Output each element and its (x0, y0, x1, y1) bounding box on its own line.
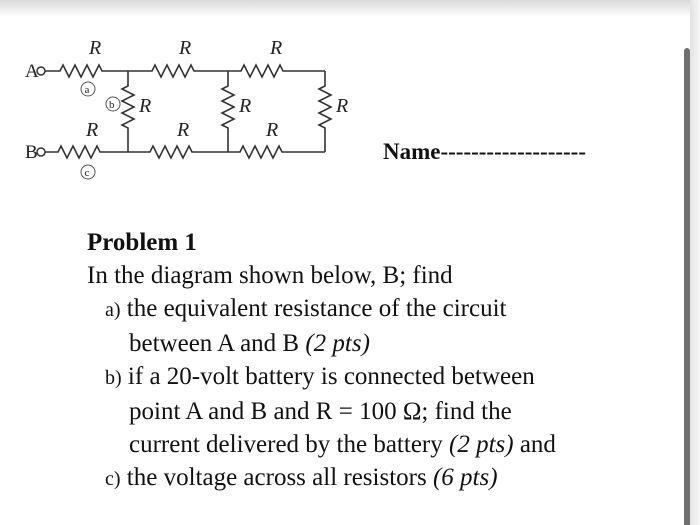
part-b-points: (2 pts) (449, 431, 514, 458)
terminal-a-label: A (25, 61, 39, 82)
part-c-marker: c) (105, 468, 121, 490)
resistor-label-top-1: R (89, 37, 102, 59)
vertical-resistor-1 (122, 71, 134, 152)
part-a-line2: between A and B (129, 330, 306, 357)
node-a-label: a (84, 84, 90, 96)
problem-intro: In the diagram shown below, B; find (87, 262, 453, 289)
resistor-label-vertical-3: R (336, 95, 349, 117)
part-b-line3: current delivered by the battery (129, 431, 449, 458)
part-c-line1: the voltage across all resistors (120, 464, 433, 491)
part-b-line1: if a 20-volt battery is connected between (121, 363, 535, 390)
part-b-line2: point A and B and R = 100 Ω; find the (129, 398, 512, 425)
resistor-label-top-3: R (270, 37, 283, 59)
page-edge-shade (690, 0, 700, 525)
part-a-marker: a) (105, 299, 121, 321)
terminal-b-node (37, 148, 45, 156)
part-c (105, 461, 677, 496)
circuit-diagram (0, 0, 380, 200)
resistor-label-bottom-1: R (86, 119, 99, 141)
problem-title: Problem 1 (87, 229, 197, 256)
part-a (105, 292, 677, 360)
part-a-line1: the equivalent resistance of the circuit (120, 295, 507, 322)
scrollbar[interactable] (684, 48, 690, 525)
part-c-points: (6 pts) (432, 464, 498, 491)
top-wire (45, 65, 325, 77)
problem-block (87, 226, 677, 496)
part-b-marker: b) (105, 367, 122, 389)
resistor-label-bottom-2: R (177, 119, 190, 141)
resistor-label-vertical-1: R (139, 95, 152, 117)
resistor-label-bottom-3: R (266, 119, 279, 141)
resistor-label-top-2: R (179, 37, 192, 59)
node-c-label: c (84, 167, 90, 179)
part-a-points: (2 pts) (305, 330, 370, 357)
node-b-label: b (109, 99, 115, 111)
resistor-label-vertical-2: R (239, 95, 252, 117)
part-b-tail: and (513, 431, 556, 458)
vertical-resistor-2 (222, 71, 234, 152)
terminal-b-label: B (25, 142, 38, 163)
part-b (105, 360, 677, 461)
name-field-label: Name------------------- (383, 139, 587, 164)
vertical-resistor-3 (319, 71, 331, 152)
bottom-wire (45, 146, 325, 158)
